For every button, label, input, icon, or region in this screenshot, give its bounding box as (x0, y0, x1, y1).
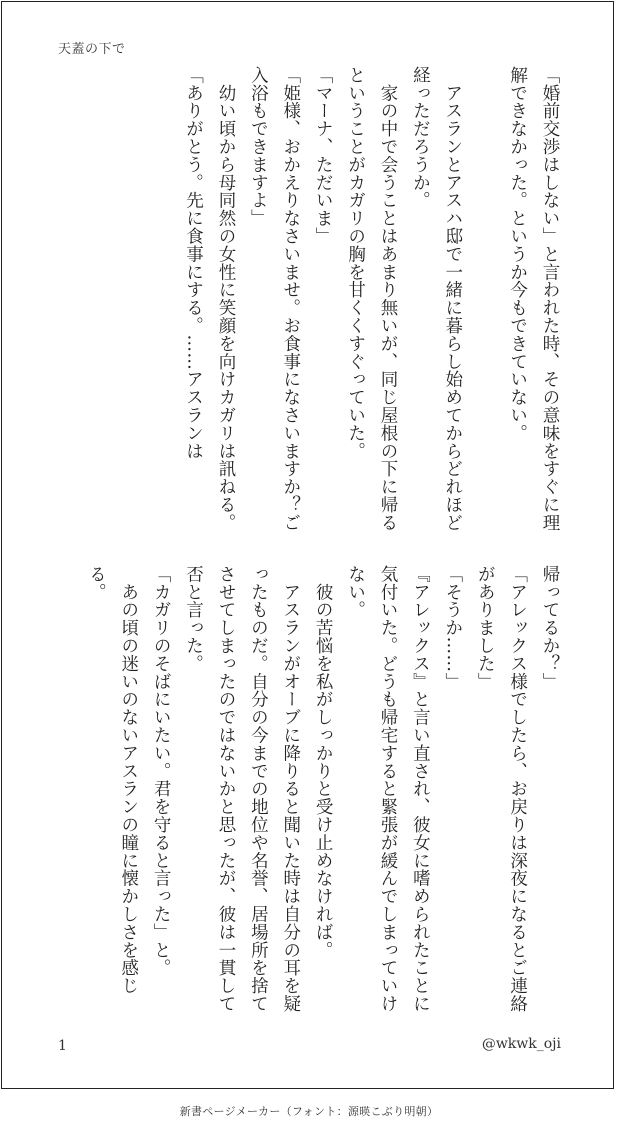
paragraph: 幼い頃から母同然の女性に笑顔を向けカガリは訊ねる。 (215, 66, 236, 532)
paragraph: 「アレックス様でしたら、お戻りは深夜になるとご連絡がありました」 (475, 565, 528, 1013)
body-text-lower (46, 565, 566, 1015)
body-text-upper (46, 66, 566, 536)
generator-credit: 新書ページメーカー（フォント：源暎こぶり明朝） (179, 1105, 439, 1118)
paragraph: 「そうか……」 (442, 565, 463, 691)
paragraph: 「姫様、おかえりなさいませ。お食事になさいますか？ご入浴もできますよ」 (248, 66, 301, 532)
paragraph (469, 66, 501, 536)
paragraph: 彼の苦悩を私がしっかりと受け止めなければ。 (313, 565, 334, 959)
paragraph: アスランとアスハ邸で一緒に暮らし始めてからどれほど経っただろうか。 (410, 66, 463, 532)
page-number: 1 (58, 1038, 67, 1054)
paragraph: 帰ってるか？」 (540, 565, 560, 691)
page-frame (1, 1, 614, 1089)
paragraph: アスランがオーブに降りると聞いた時は自分の耳を疑ったものだ。自分の今までの地位や名誉、居場所を捨てさせてしまったのではないかと思ったが、彼は一貫して否と言った。 (183, 565, 301, 1013)
paragraph: 「マーナ、ただいま」 (313, 66, 334, 245)
paragraph: 「婚前交渉はしない」と言われた時、その意味をすぐに理解できなかった。というか今もできていない。 (507, 66, 560, 532)
paragraph: 『アレックス』と言い直され、彼女に嗜められたことに気付いた。どうも帰宅すると緊張が緩んでしまっていけない。 (345, 565, 431, 1013)
paragraph: 「カガリのそばにいたい。君を守ると言った」と。 (151, 565, 172, 977)
paragraph: あの頃の迷いのないアスランの瞳に懐かしさを感じる。 (86, 565, 139, 995)
page-header-title: 天蓋の下で (58, 42, 126, 57)
paragraph: 家の中で会うことはあまり無いが、同じ屋根の下に帰るということがカガリの胸を甘くくすぐっていた。 (345, 66, 398, 532)
paragraph: 「ありがとう。先に食事にする。……アスランは (183, 66, 204, 460)
author-handle: @wkwk_oji (481, 1036, 561, 1052)
